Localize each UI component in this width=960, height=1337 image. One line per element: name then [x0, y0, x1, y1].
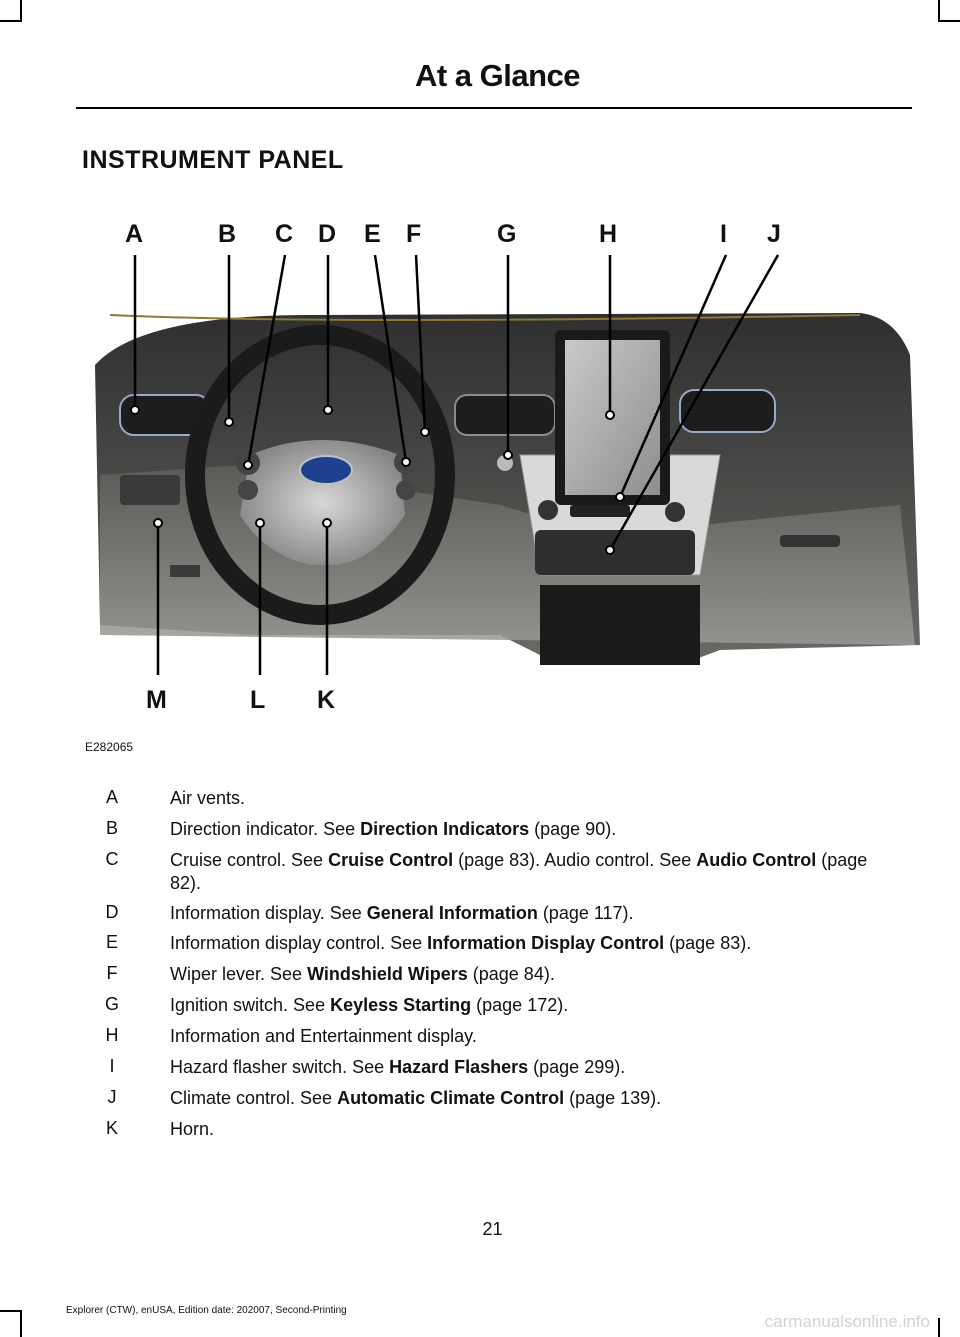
- cross-reference-link[interactable]: Keyless Starting: [330, 995, 472, 1015]
- watermark: carmanualsonline.info: [764, 1312, 930, 1331]
- item-text: Wiper lever. See Windshield Wipers (page 84).: [170, 964, 555, 984]
- item-key: G: [104, 994, 119, 1014]
- page-number: 21: [482, 1219, 503, 1239]
- callout-j: J: [767, 220, 781, 248]
- item-text: Information and Entertainment display.: [170, 1026, 477, 1046]
- item-text: Ignition switch. See Keyless Starting (page 172).: [170, 995, 569, 1015]
- callout-g: G: [497, 220, 517, 248]
- cross-reference-link[interactable]: Audio Control: [696, 850, 817, 870]
- callout-b: B: [218, 220, 237, 248]
- callout-i: I: [720, 220, 727, 248]
- callout-l: L: [250, 686, 266, 714]
- callout-k: K: [317, 686, 336, 714]
- item-text: Information display. See General Information (page 117).: [170, 903, 634, 923]
- header-rule: [76, 107, 912, 109]
- item-text: Air vents.: [170, 788, 246, 808]
- item-text: Hazard flasher switch. See Hazard Flashers (page 299).: [170, 1057, 626, 1077]
- callout-c: C: [275, 220, 294, 248]
- cross-reference-link[interactable]: General Information: [366, 903, 538, 923]
- callout-e: E: [364, 220, 381, 248]
- item-key: F: [106, 963, 118, 983]
- section-title: INSTRUMENT PANEL: [82, 146, 344, 174]
- callout-h: H: [599, 220, 618, 248]
- callout-m: M: [146, 686, 167, 714]
- item-key: H: [105, 1025, 119, 1045]
- item-text: Horn.: [170, 1119, 215, 1139]
- cross-reference-link[interactable]: Windshield Wipers: [307, 964, 468, 984]
- crop-mark: [938, 20, 960, 22]
- instrument-panel-illustration: [80, 205, 920, 760]
- item-key: B: [105, 818, 118, 838]
- item-text: Cruise control. See Cruise Control (page 83). Audio control. See Audio Control (page 82).: [170, 850, 868, 893]
- item-key: D: [105, 902, 119, 922]
- item-key: K: [105, 1118, 118, 1138]
- item-key: C: [105, 849, 119, 869]
- crop-mark: [20, 0, 22, 22]
- cross-reference-link[interactable]: Direction Indicators: [360, 819, 530, 839]
- crop-mark: [20, 1310, 22, 1337]
- callout-d: D: [318, 220, 337, 248]
- item-text: Direction indicator. See Direction Indicators (page 90).: [170, 819, 617, 839]
- item-key: E: [105, 932, 118, 952]
- figure-id: E282065: [85, 740, 134, 754]
- cross-reference-link[interactable]: Information Display Control: [427, 933, 665, 953]
- item-key: A: [105, 787, 118, 807]
- footer-edition: Explorer (CTW), enUSA, Edition date: 202007, Second-Printing: [66, 1305, 347, 1316]
- item-key: I: [109, 1056, 115, 1076]
- cross-reference-link[interactable]: Automatic Climate Control: [337, 1088, 565, 1108]
- item-text: Information display control. See Information Display Control (page 83).: [170, 933, 752, 953]
- crop-mark: [938, 0, 940, 22]
- callout-f: F: [406, 220, 422, 248]
- item-key: J: [107, 1087, 117, 1107]
- item-text: Climate control. See Automatic Climate Control (page 139).: [170, 1088, 662, 1108]
- callout-a: A: [125, 220, 144, 248]
- crop-mark: [0, 20, 22, 22]
- cross-reference-link[interactable]: Hazard Flashers: [389, 1057, 529, 1077]
- crop-mark: [0, 1310, 22, 1312]
- crop-mark: [938, 1318, 940, 1337]
- cross-reference-link[interactable]: Cruise Control: [328, 850, 454, 870]
